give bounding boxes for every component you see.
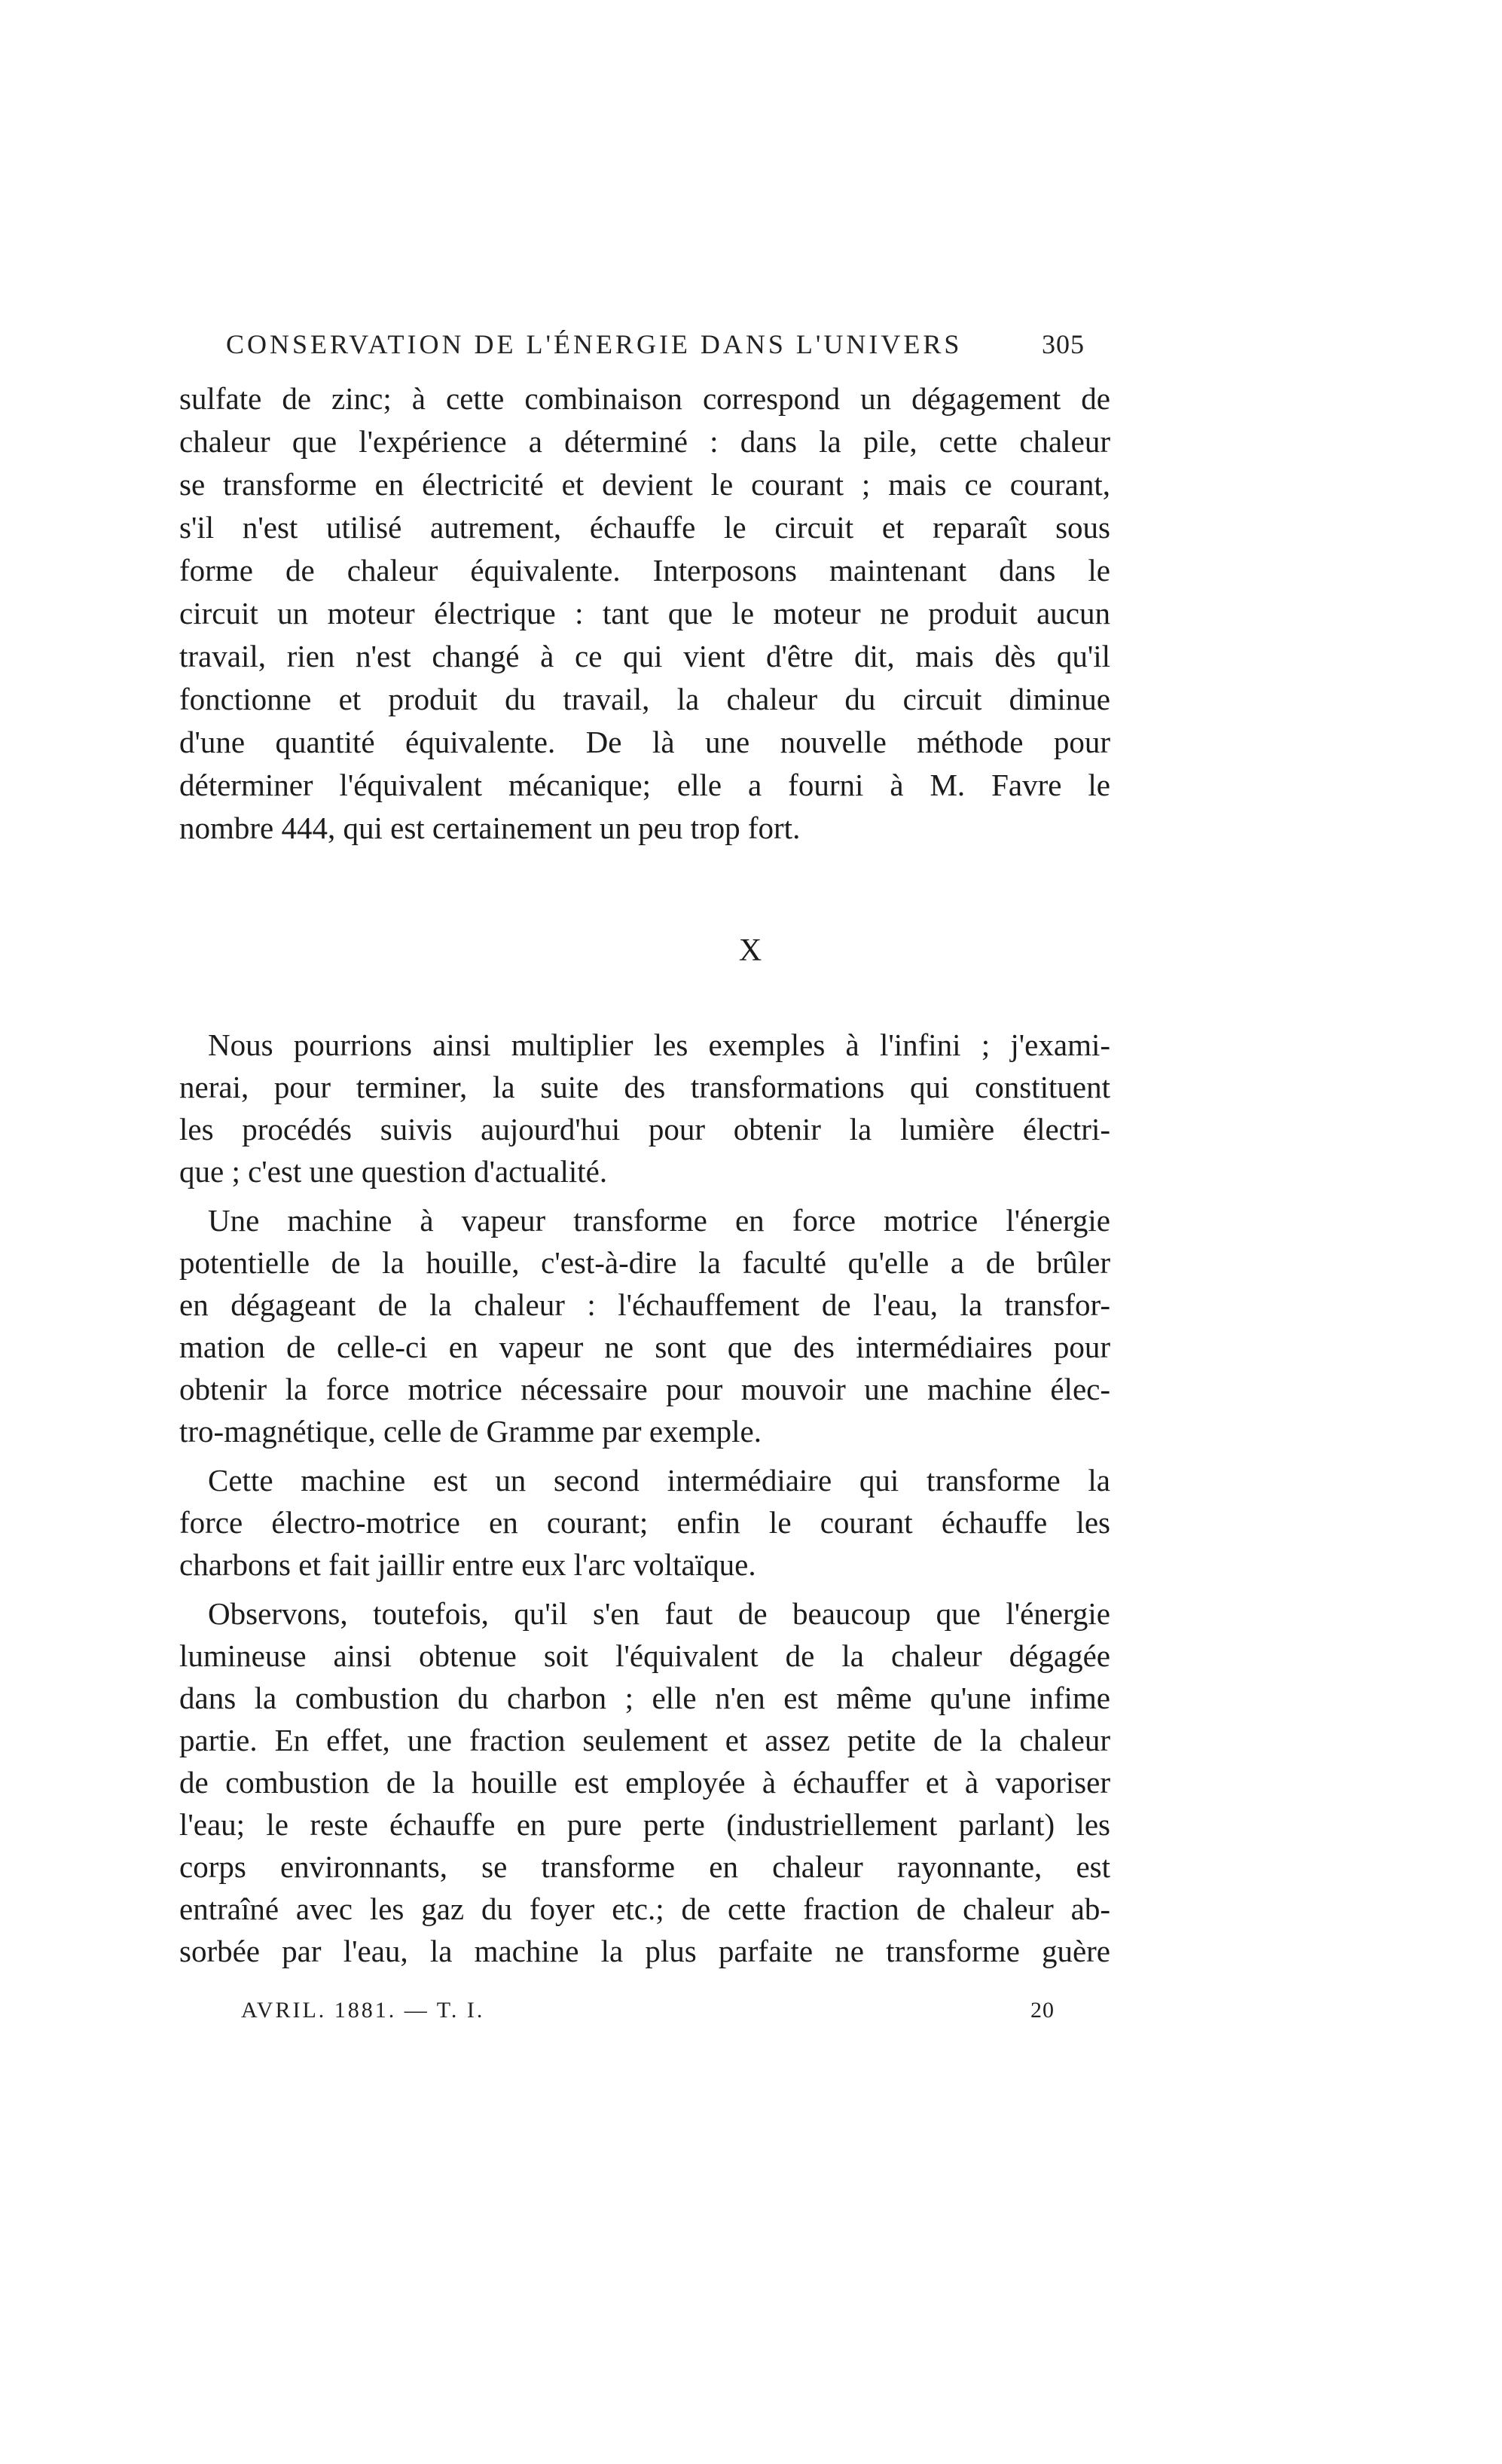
signature-mark: AVRIL. 1881. — T. I. [241, 1998, 485, 2023]
text-line: nombre 444, qui est certainement un peu trop fort. [179, 811, 801, 845]
text-line: charbons et fait jaillir entre eux l'arc voltaïque. [179, 1547, 756, 1582]
text-line: corps environnants, se transforme en chaleur rayonnante, est [179, 1849, 1110, 1884]
text-line: s'il n'est utilisé autrement, échauffe le circuit et reparaît sous [179, 510, 1110, 545]
text-line: l'eau; le reste échauffe en pure perte (industriellement parlant) les [179, 1807, 1110, 1842]
text-line: d'une quantité équivalente. De là une nouvelle méthode pour [179, 725, 1110, 759]
text-line: mation de celle-ci en vapeur ne sont que des intermédiaires pour [179, 1330, 1110, 1364]
page-number: 305 [1042, 329, 1085, 359]
text-line: les procédés suivis aujourd'hui pour obtenir la lumière électri- [179, 1112, 1110, 1147]
text-line: lumineuse ainsi obtenue soit l'équivalent de la chaleur dégagée [179, 1638, 1110, 1673]
text-line: de combustion de la houille est employée à échauffer et à vaporiser [179, 1765, 1110, 1800]
text-line: Nous pourrions ainsi multiplier les exemples à l'infini ; j'exami- [208, 1027, 1110, 1062]
text-line: fonctionne et produit du travail, la chaleur du circuit diminue [179, 682, 1110, 716]
text-line: sorbée par l'eau, la machine la plus parfaite ne transforme guère [179, 1934, 1110, 1968]
text-line: partie. En effet, une fraction seulement et assez petite de la chaleur [179, 1723, 1110, 1757]
text-line: entraîné avec les gaz du foyer etc.; de cette fraction de chaleur ab- [179, 1892, 1110, 1926]
running-head-title: CONSERVATION DE L'ÉNERGIE DANS L'UNIVERS [226, 329, 963, 359]
text-line: obtenir la force motrice nécessaire pour mouvoir une machine élec- [179, 1372, 1110, 1406]
sheet-number: 20 [1030, 1998, 1055, 2023]
text-line: déterminer l'équivalent mécanique; elle a fourni à M. Favre le [179, 768, 1110, 802]
text-line: Cette machine est un second intermédiaire qui transforme la [208, 1463, 1110, 1498]
text-line: tro-magnétique, celle de Gramme par exemple. [179, 1414, 762, 1449]
section-number: X [738, 933, 764, 968]
text-line: potentielle de la houille, c'est-à-dire la faculté qu'elle a de brûler [179, 1245, 1110, 1280]
text-line: Une machine à vapeur transforme en force motrice l'énergie [208, 1203, 1110, 1238]
text-line: dans la combustion du charbon ; elle n'en est même qu'une infime [179, 1681, 1110, 1715]
page-footer [241, 1998, 1055, 2035]
text-line: forme de chaleur équivalente. Interposons maintenant dans le [179, 553, 1110, 588]
text-line: sulfate de zinc; à cette combinaison correspond un dégagement de [179, 381, 1110, 416]
text-line: circuit un moteur électrique : tant que le moteur ne produit aucun [179, 596, 1110, 631]
text-line: Observons, toutefois, qu'il s'en faut de beaucoup que l'énergie [208, 1596, 1110, 1631]
text-line: se transforme en électricité et devient le courant ; mais ce courant, [179, 467, 1110, 502]
text-line: force électro-motrice en courant; enfin le courant échauffe les [179, 1505, 1110, 1540]
running-head [226, 328, 1085, 371]
text-line: chaleur que l'expérience a déterminé : dans la pile, cette chaleur [179, 424, 1110, 459]
text-line: en dégageant de la chaleur : l'échauffement de l'eau, la transfor- [179, 1287, 1110, 1322]
text-line: travail, rien n'est changé à ce qui vient d'être dit, mais dès qu'il [179, 639, 1110, 673]
text-line: que ; c'est une question d'actualité. [179, 1154, 608, 1189]
text-line: nerai, pour terminer, la suite des transformations qui constituent [179, 1070, 1110, 1104]
